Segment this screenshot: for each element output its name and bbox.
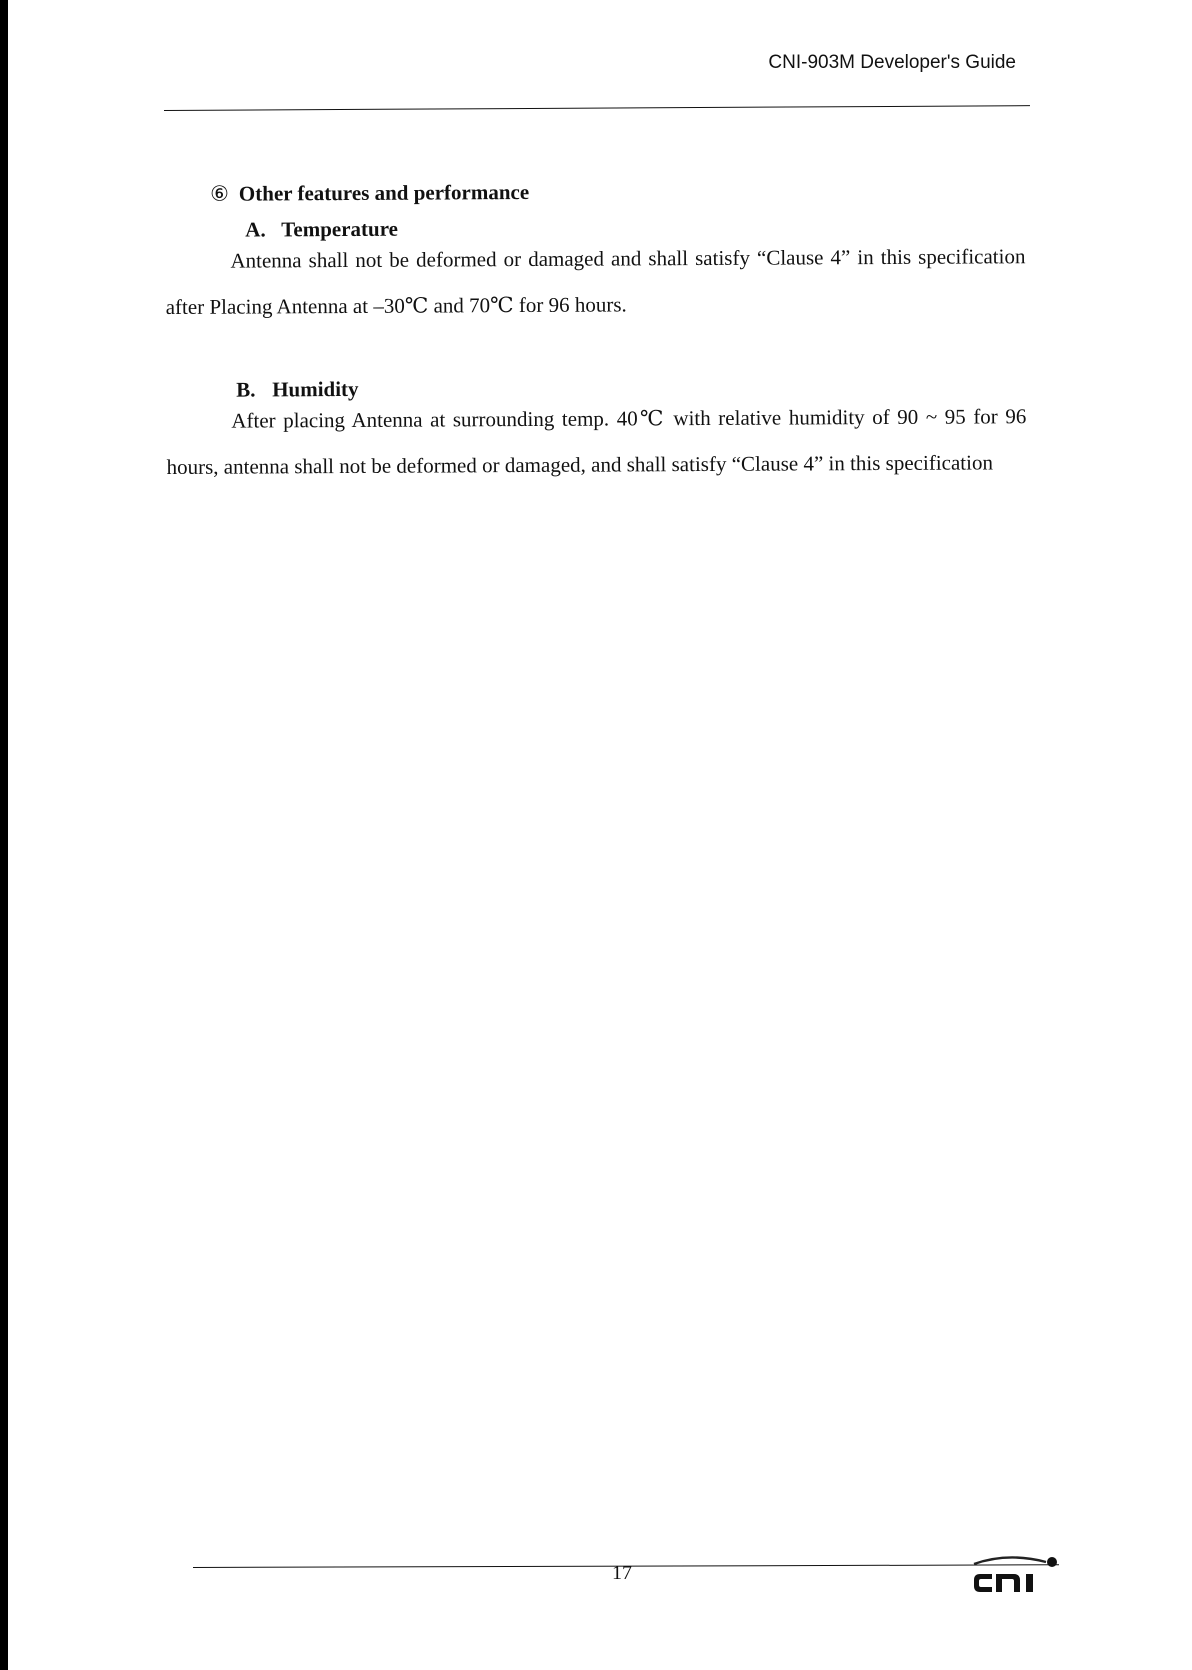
temperature-paragraph: Antenna shall not be deformed or damaged and shall satisfy “Clause 4” in this specification after Placing Antenna at –30℃ and 70℃ for 96 hours. — [165, 244, 1026, 319]
page-body — [165, 177, 1045, 479]
cni-logo — [968, 1552, 1058, 1596]
subsection-letter: B. — [236, 377, 256, 402]
document-header-title: CNI-903M Developer's Guide — [768, 52, 1016, 73]
section-heading — [210, 180, 529, 207]
header-divider — [164, 105, 1030, 111]
humidity-paragraph: After placing Antenna at surrounding temp. 40℃ with relative humidity of 90 ~ 95 for 96 hours, antenna shall not be deformed or damaged, and shall satisfy “Clause 4” in this specification — [166, 404, 1027, 479]
section-number: ⑥ — [209, 181, 229, 206]
subsection-title: Temperature — [281, 216, 398, 242]
page-number: 17 — [612, 1562, 632, 1584]
section-title: Other features and performance — [238, 179, 530, 206]
subsection-letter: A. — [245, 217, 266, 242]
cni-logo-icon — [968, 1552, 1058, 1596]
page-left-border — [0, 0, 8, 1670]
subsection-title: Humidity — [272, 376, 359, 402]
